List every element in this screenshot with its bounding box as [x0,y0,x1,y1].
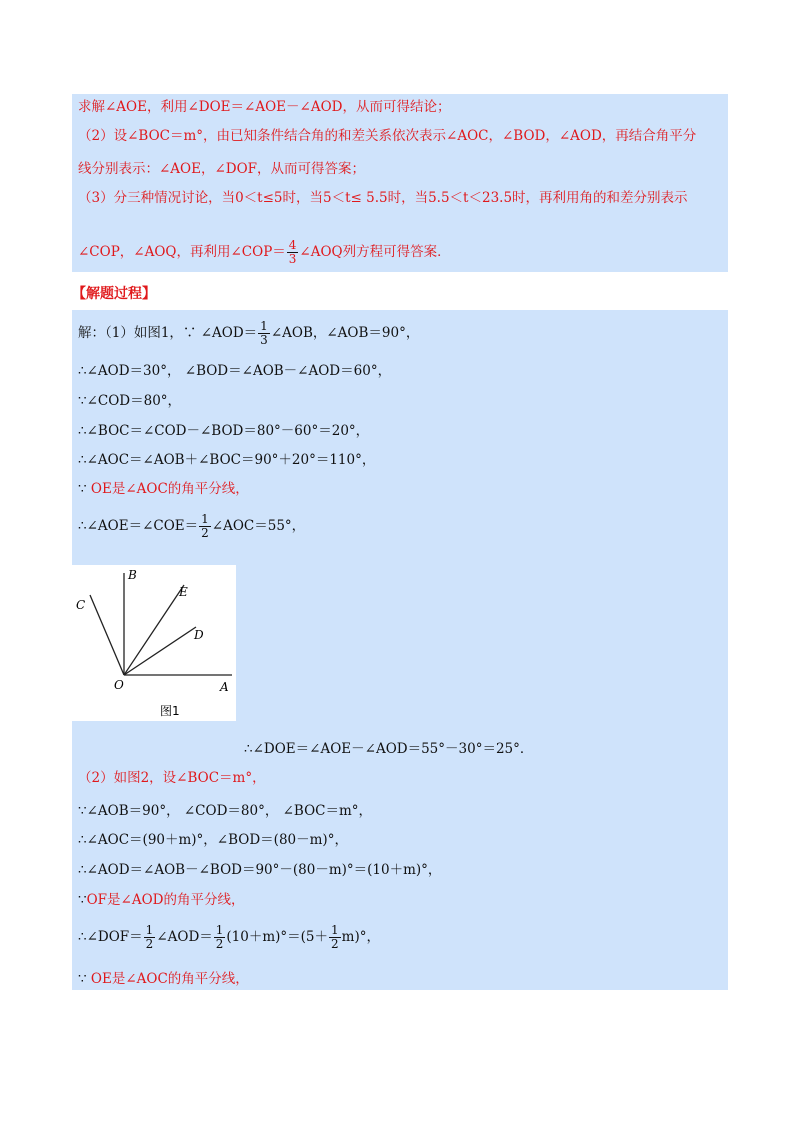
analysis-line-5: ∠COP，∠AOQ，再利用∠COP＝ $\frac{4}{3}$ ∠AOQ列方程可得答案． [78,238,451,266]
fraction: $\frac{1}{2}$ [145,923,154,951]
angle-diagram [72,565,236,721]
analysis-panel [72,94,728,272]
solution-line-12: ∴∠AOD＝∠AOB－∠BOD＝90°－(80－m)°＝(10＋m)°， [78,862,442,878]
solution-line-5: ∴∠AOC＝∠AOB＋∠BOC＝90°＋20°＝110°， [78,452,376,468]
section-heading: 【解题过程】 [72,286,156,302]
solution-line-2: ∴∠AOD＝30°， ∠BOD＝∠AOB－∠AOD＝60°， [78,363,392,379]
solution-line-11: ∴∠AOC＝(90＋m)°，∠BOD＝(80－m)°， [78,832,348,848]
figure-caption: 图1 [160,704,180,718]
solution-line-3: ∵∠COD＝80°， [78,393,182,409]
label-e: E [179,585,188,599]
analysis-line-3: 线分别表示：∠AOE，∠DOF，从而可得答案； [78,161,366,177]
fraction: $\frac{1}{2}$ [215,923,224,951]
solution-line-1: 解：（1）如图1，∵ ∠AOD＝ $\frac{1}{3}$ ∠AOB，∠AOB＝90°， [78,319,420,347]
fraction: $\frac{1}{2}$ [201,512,209,540]
solution-line-10: ∵∠AOB＝90°， ∠COD＝80°， ∠BOC＝m°， [78,803,373,819]
label-c: C [76,598,86,612]
solution-line-14: ∴∠DOF＝ $\frac{1}{2}$ ∠AOD＝ $\frac{1}{2}$ (10＋m)°＝(5＋ $\frac{1}{2}$ m)°， [78,923,380,951]
label-o: O [114,678,124,692]
solution-line-4: ∴∠BOC＝∠COD－∠BOD＝80°－60°＝20°， [78,423,370,439]
solution-line-13: ∵OF是∠AOD的角平分线， [78,892,245,908]
solution-line-9: （2）如图2，设∠BOC＝m°， [78,770,266,786]
analysis-line-4: （3）分三种情况讨论，当0＜t≤5时，当5＜t≤ 5.5时，当5.5＜t＜23.5时，再利用角的和差分别表示 [78,190,688,206]
fraction: $\frac{1}{3}$ [260,319,268,347]
figure-1 [72,565,236,721]
solution-line-6: ∵ OE是∠AOC的角平分线， [78,481,249,497]
analysis-line-2: （2）设∠BOC＝m°，由已知条件结合角的和差关系依次表示∠AOC，∠BOD，∠AOD，再结合角平分 [78,128,697,144]
fraction: $\frac{4}{3}$ [288,238,297,266]
solution-line-8: ∴∠DOE＝∠AOE－∠AOD＝55°－30°＝25°． [244,741,534,757]
solution-line-7: ∴∠AOE＝∠COE＝ $\frac{1}{2}$ ∠AOC＝55°， [78,512,306,540]
label-b: B [128,568,137,582]
analysis-line-1: 求解∠AOE，利用∠DOE＝∠AOE－∠AOD，从而可得结论； [78,99,451,115]
fraction: $\frac{1}{2}$ [331,923,339,951]
label-a: A [220,680,229,694]
solution-line-15: ∵ OE是∠AOC的角平分线， [78,971,249,987]
label-d: D [194,628,204,642]
